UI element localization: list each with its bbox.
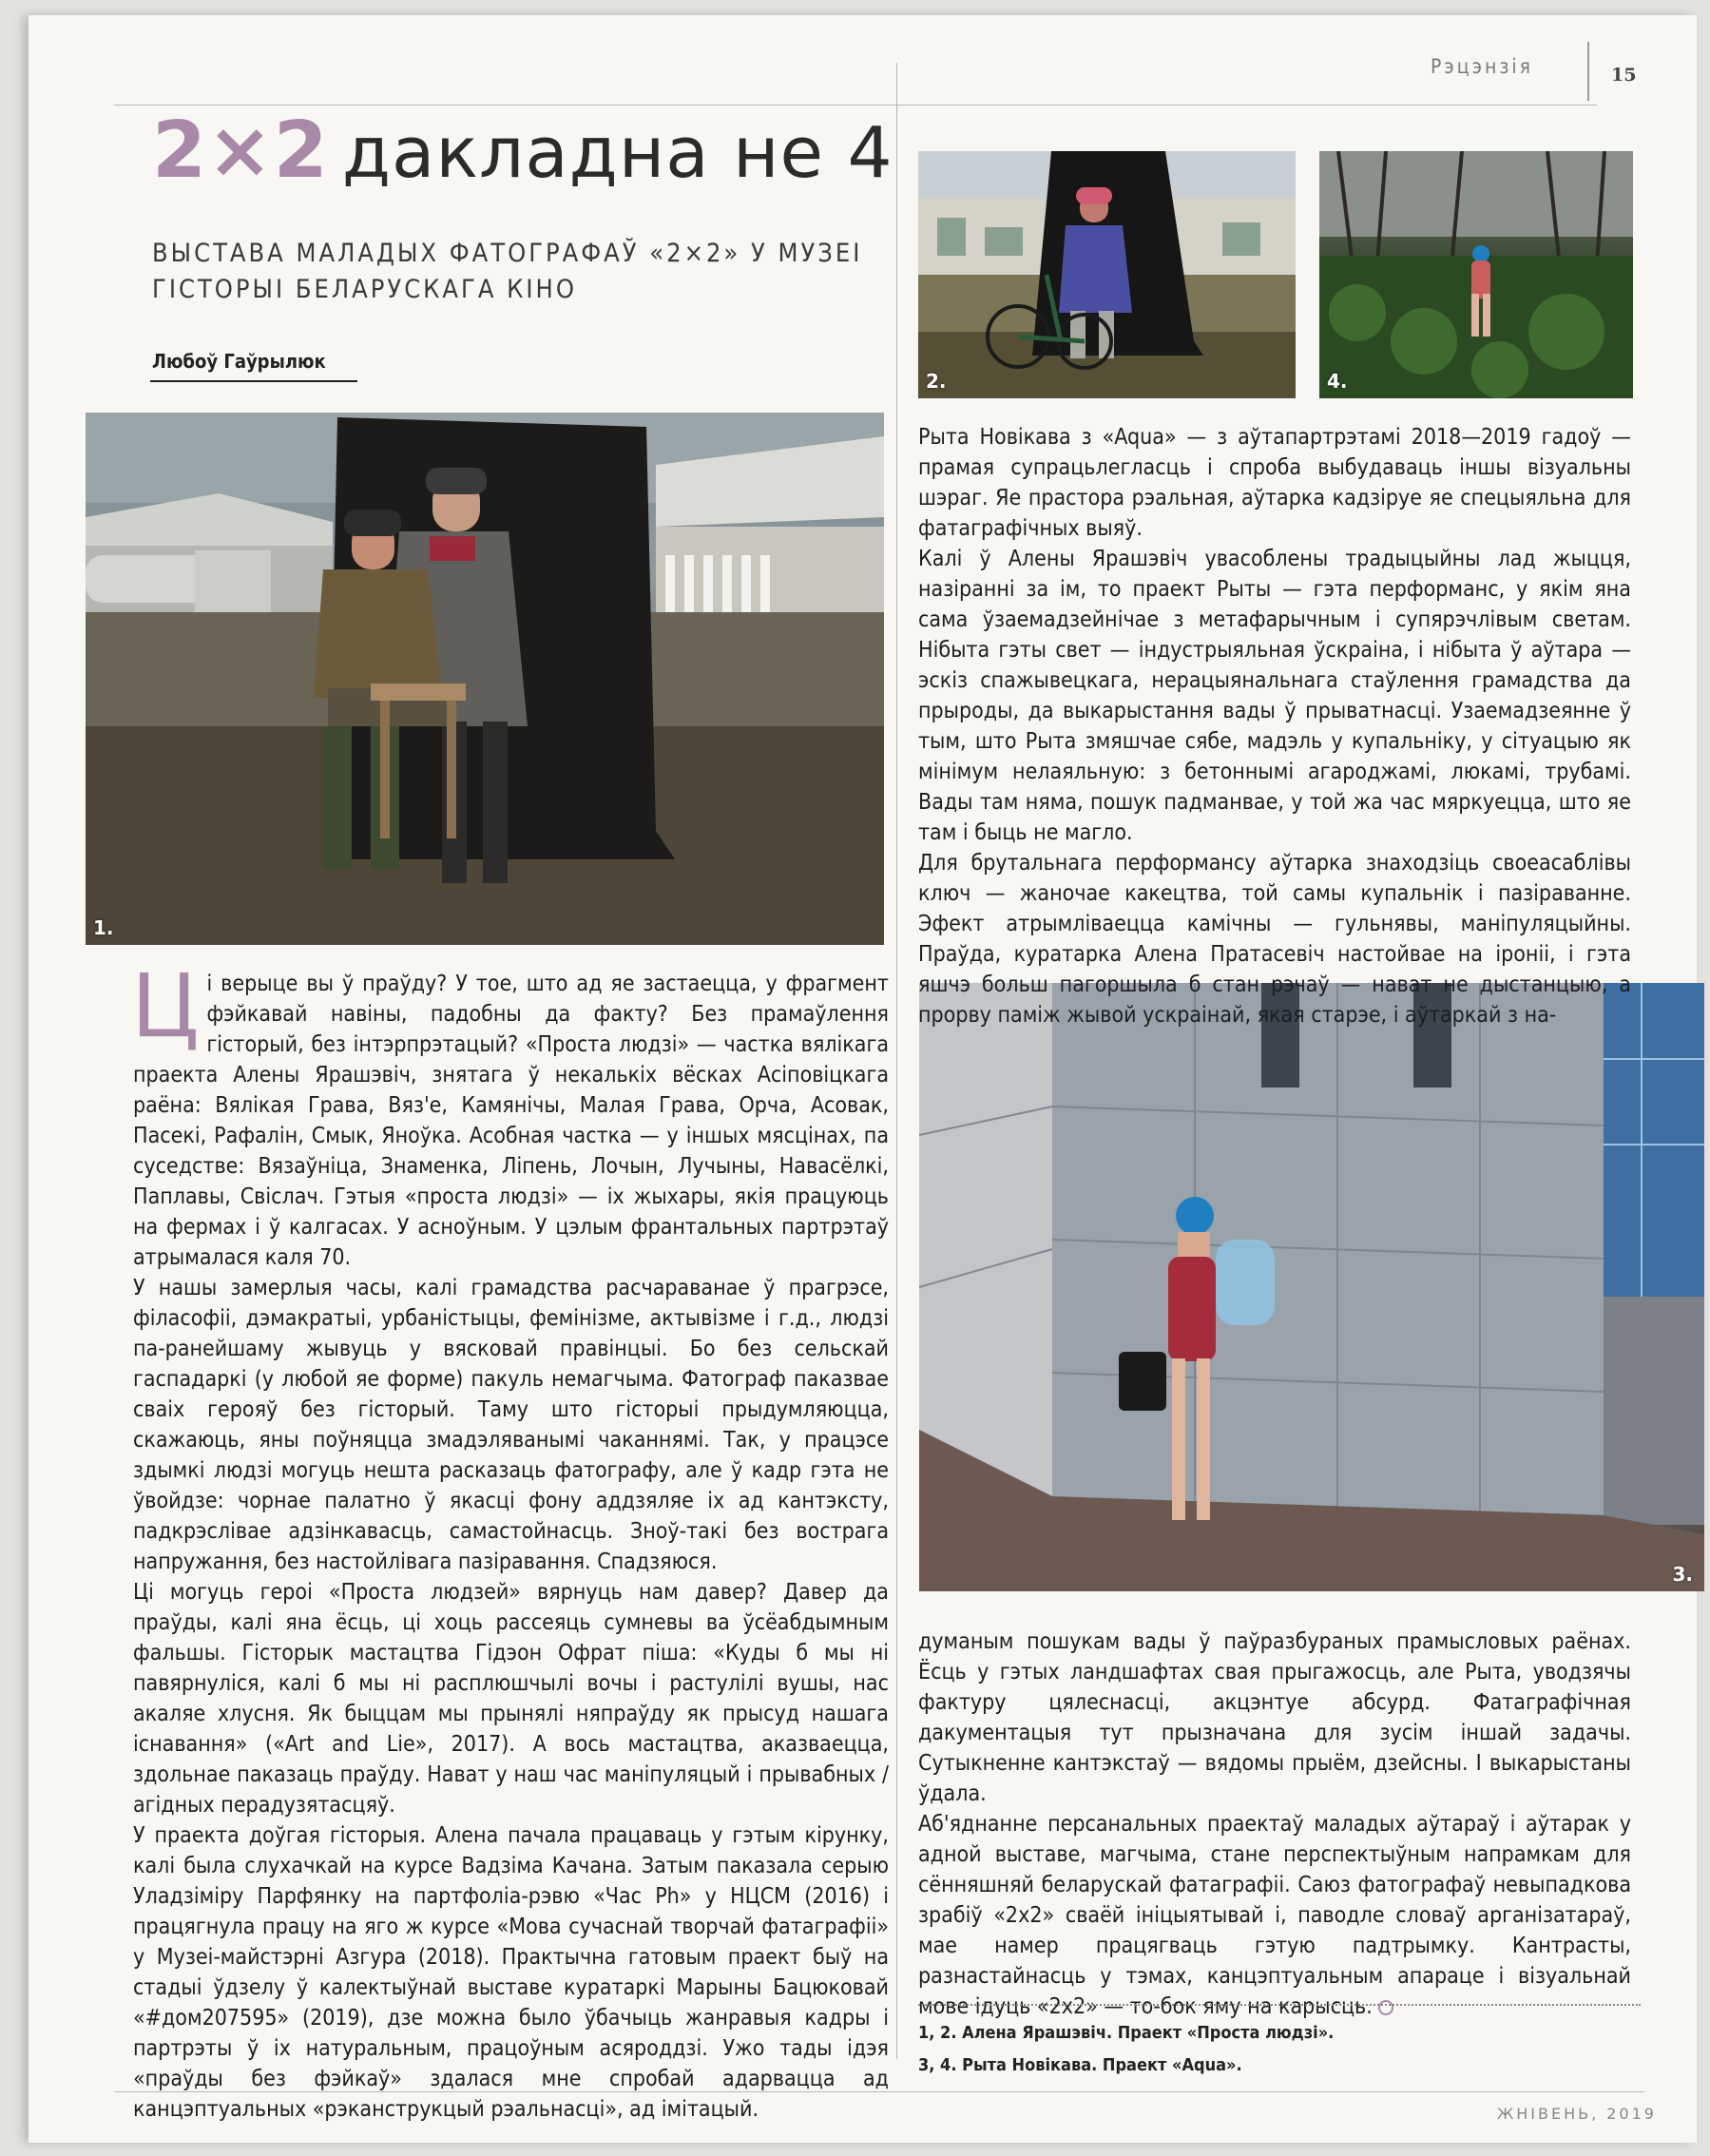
article-title [152,106,893,196]
photo-4 [1319,151,1633,398]
title-main: дакладна не 4 [341,112,893,194]
photo-3-label: 3. [1672,1563,1693,1586]
header-rule [114,105,1597,106]
photo-4-illustration [1319,151,1633,398]
author-byline: Любоў Гаўрылюк [152,350,326,373]
photo-2-label: 2. [926,370,947,393]
paragraph: У нашы замерлыя часы, калі грамадства расчараванае ў прагрэсе, філасофіі, дэмакратыі, урбаністыцы, фемінізме, актывізме і г.д., людзі па-ранейшаму жывуць у вясковай правінцыі. Бо без сельскай гаспадаркі (у любой яе форме) пакуль немагчыма. Фатограф паказвае сваіх герояў без гісторый. Таму што гісторыі прыдумляюцца, скажаюць, яны поўняцца змадэляванымі чаканнямі. Так, у працэсе здымкі людзі могуць нешта расказаць фатографу, але ў кадр гэта не ўвойдзе: чорнае палатно ў якасці фону аддзяляе іх ад кантэксту, падкрэслівае адзінкавасць, самастойнасць. Зноў-такі без вострага напружання, без настойлівага пазіравання. Спадзяюся. [133,1276,889,1574]
photo-1-label: 1. [93,916,114,939]
body-column-right-bottom [918,1627,1631,2022]
paragraph-text: і верыце вы ў праўду? У тое, што ад яе застаецца, у фрагмент фэйкавай навіны, падобны да факту? Без прамаўлення гісторый, без інтэрпрэтацый? «Проста людзі» — частка вялікага праекта Алены Ярашэвіч, знятага ў некалькіх вёсках Асіповіцкага раёна: Вялікая Грава, Вяз'е, Камянічы, Малая Грава, Орча, Асовак, Пасекі, Рафалін, Смык, Яноўка. Асобная частка — у іншых мясцінах, па суседстве: Вязаўніца, Знаменка, Ліпень, Лочын, Лучыны, Навасёлкі, Паплавы, Свіслач. Гэтыя «проста людзі» — іх жыхары, якія працуюць на фермах і ў калгасах. У асноўным. У цэлым франтальных партрэтаў атрымалася каля 70. [133,972,889,1270]
paragraph: У праекта доўгая гісторыя. Алена пачала працаваць у гэтым кірунку, калі была слухачкай на курсе Вадзіма Качана. Затым паказала серыю Уладзіміру Парфянку на партфоліа-рэвю «Час Ph» у НЦСМ (2016) і працягнула працу на яго ж курсе «Мова сучаснай творчай фатаграфіі» у Музеі-майстэрні Азгура (2018). Практычна гатовым праект быў на стадыі ўдзелу ў калектыўнай выставе куратаркі Марыны Бацюковай «#дом207595» (2019), дзе можна было ўбачыць жанравыя кадры і партрэты ў іх натуральным, працоўным асяроддзі. Ужо тады ідэя «праўды без фэйкаў» здалася мне спробай адарвацца ад канцэптуальных «рэканструкцый рэальнасці», ад імітацый. [133,1823,889,2122]
paragraph: Ці могуць героі «Проста людзей» вярнуць нам давер? Давер да праўды, калі яна ёсць, ці хоць рассеяць сумневы ва ўсёабдымным фальшы. Гісторык мастацтва Гідэон Офрат піша: «Куды б мы ні павярнуліся, калі б мы ні расплюшчылі вочы і растулілі вушы, нас акаляе хлусня. Як быццам мы прынялі няпраўду як прысуд нашага існавання» («Art and Lie», 2017). А вось мастацтва, аказваецца, здольнае паказаць праўду. Нават у наш час маніпуляцый і прывабных / агідных перадузятасцяў. [133,1580,889,1818]
footer-rule [114,2091,1644,2092]
photo-4-label: 4. [1327,370,1348,393]
issue-date: ЖНІВЕНЬ, 2019 [1497,2105,1657,2123]
page-number: 15 [1611,65,1637,86]
article-subtitle: ВЫСТАВА МАЛАДЫХ ФАТОГРАФАЎ «2×2» У МУЗЕІ ГІСТОРЫІ БЕЛАРУСКАГА КІНО [152,239,863,304]
paragraph: Для брутальнага перформансу аўтарка знаходзіць своеасаблівы ключ — жаночае какецтва, той самы купальнік і пазіраванне. Эфект атрымліваецца камічны — гульнявы, маніпуляцыйны. Праўда, куратарка Алена Пратасевіч настойвае на іроніі, і гэта яшчэ больш пагоршыла б стан рэчаў — нават не дыстанцыю, а прорву паміж жывой ускраінай, якая старэе, і аўтаркай з на- [918,851,1631,1028]
photo-1-illustration [86,413,884,945]
paragraph [131,955,889,1273]
photo-3-illustration [919,983,1704,1591]
photo-2-illustration [918,151,1296,398]
photo-2 [918,151,1296,398]
end-mark-icon [1378,2000,1393,2015]
captions-divider [918,2004,1641,2006]
section-title: Рэцэнзія [1431,55,1533,78]
caption-1: 1, 2. Алена Ярашэвіч. Праект «Проста людзі». [918,2023,1335,2043]
body-column-left [131,955,889,2125]
paragraph: Рыта Новікава з «Aqua» — з аўтапартрэтамі 2018—2019 гадоў — прамая супрацьлегласць і спроба выбудаваць іншы візуальны шэраг. Яе прастора рэальная, аўтарка кадзіруе яе спецыяльна для фатаграфічных выяў. [918,425,1631,541]
paragraph [918,1809,1631,2022]
column-divider [896,63,897,2059]
photo-captions [918,2017,1334,2082]
header-divider [1587,42,1589,101]
magazine-page [29,15,1697,2143]
photo-3 [919,983,1704,1591]
body-column-right-top [918,422,1631,1030]
title-accent: 2×2 [152,106,329,196]
paragraph: думаным пошукам вады ў паўразбураных прамысловых раёнах. Ёсць у гэтых ландшафтах свая прыгажосць, але Рыта, уводзячы фактуру цялеснасці, акцэнтуе абсурд. Фатаграфічная дакументацыя тут прызначана для зусім іншай задачы. Сутыкненне кантэкстаў — вядомы прыём, дзейсны. І выкарыстаны ўдала. [918,1629,1631,1806]
paragraph: Калі ў Алены Ярашэвіч увасоблены традыцыйны лад жыцця, назіранні за ім, то праект Рыты — гэта перформанс, у якім яна сама ўзаемадзейнічае з метафарычным і супярэчлівым светам. Нібыта гэты свет — індустрыяльная ўскраіна, і нібыта ў аўтара — эскіз спажывецкага, нерацыянальнага стаўлення грамадства да прыроды, да выкарыстання вады ў прыватнасці. Узаемадзеянне ў тым, што Рыта змяшчае сябе, мадэль у купальніку, у сітуацыю як мінімум нелаяльную: з бетоннымі агароджамі, люкамі, трубамі. Вады там няма, пошук падманвае, у той жа час мяркуецца, што яе там і быць не магло. [918,547,1631,845]
caption-2: 3, 4. Рыта Новікава. Праект «Aqua». [918,2055,1242,2075]
author-underline [150,380,357,382]
paragraph-text: Аб'яднанне персанальных праектаў маладых аўтараў і аўтарак у адной выставе, магчыма, стане перспектыўным напрамкам для сённяшняй беларускай фатаграфіі. Саюз фатографаў невыпадкова зрабіў «2х2» сваёй ініцыятывай і, паводле словаў арганізатараў, мае намер працягваць гэтую падтрымку. Кантрасты, разнастайнасць у тэмах, канцэптуальным апараце і візуальнай мове ідуць «2х2» — то-бок яму на карысць. [918,1812,1631,2019]
drop-cap: Ц [131,955,200,1057]
photo-1 [86,413,884,945]
